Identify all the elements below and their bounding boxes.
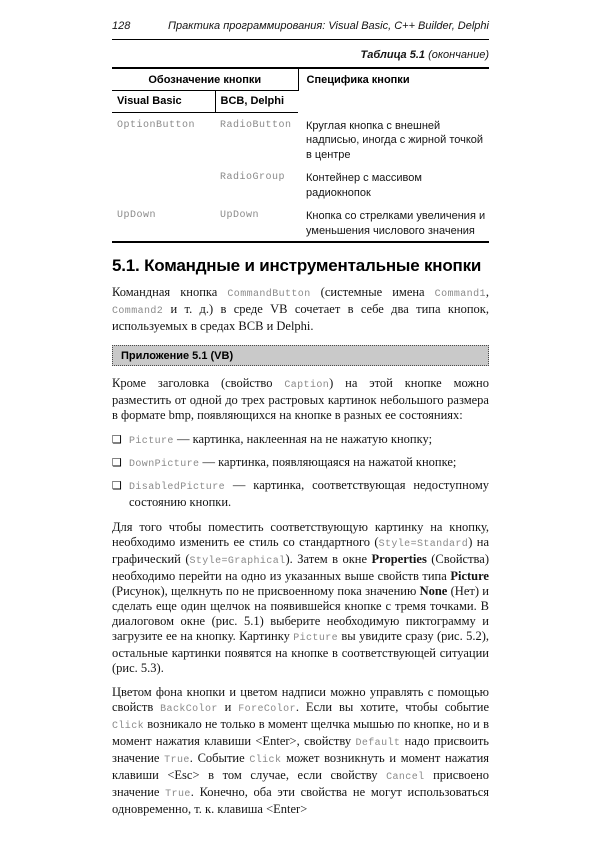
listing-box-label: Приложение 5.1 (VB)	[112, 345, 489, 366]
cell-spec: Контейнер с массивом радиокнопок	[306, 172, 422, 199]
cell-bcb-name: RadioGroup	[220, 172, 286, 184]
list-item-text: DisabledPicture — картинка, соответствующая недоступному состоянию кнопки.	[129, 478, 489, 510]
list-item-text: Picture — картинка, наклеенная на не нажатую кнопку;	[129, 432, 433, 448]
list-item-text: DownPicture — картинка, появляющаяся на нажатой кнопке;	[129, 455, 457, 471]
table-caption	[112, 49, 489, 61]
table-row	[112, 203, 489, 242]
cell-bcb-name: RadioButton	[220, 120, 292, 131]
column-header-spec: Специфика кнопки	[306, 74, 410, 86]
intro-paragraph: Командная кнопка CommandButton (системные имена Command1, Command2 и т. д.) в среде VB сочетает в себе два типа кнопок, используемых в средах BCB и Delphi.	[112, 285, 490, 334]
list-item	[112, 455, 489, 472]
column-header-designation: Обозначение кнопки	[112, 68, 298, 91]
picture-properties-list	[112, 432, 489, 510]
cell-spec: Круглая кнопка с внешней надписью, иногда с жирной точкой в центре	[306, 119, 484, 161]
section-heading: 5.1. Командные и инструментальные кнопки	[112, 256, 482, 276]
running-title: Практика программирования: Visual Basic, C++ Builder, Delphi	[168, 20, 489, 32]
cell-spec: Кнопка со стрелками увеличения и уменьшения числового значения	[306, 210, 486, 237]
table-row	[112, 113, 489, 166]
table-row	[112, 165, 489, 203]
table-header-row-group	[112, 68, 489, 91]
list-item	[112, 432, 489, 449]
cell-vb-name: OptionButton	[117, 120, 196, 131]
howto-paragraph: Для того чтобы поместить соответствующую картинку на кнопку, необходимо изменить ее стиль со стандартного (Style=Standard) на графический (Style=Graphical). Затем в окне Properties (Свойства) необходимо перейти на одно из указанных выше свойств типа Picture (Рисунок), щелкнуть по не присвоенному пока значению None (Нет) и сделать еще один щелчок на появившейся кнопке с тремя точками. В диалоговом окне (рис. 5.1) выберите необходимую пиктограмму и загрузите ее на кнопку. Картинку Picture вы увидите сразу (рис. 5.2), остальные картинки появятся на кнопке в соответствующей ситуации (рис. 5.3).	[112, 520, 489, 676]
column-header-visual-basic: Visual Basic	[112, 91, 215, 113]
page-content	[112, 20, 489, 826]
square-bullet-icon: ❑	[112, 456, 122, 470]
caption-paragraph: Кроме заголовка (свойство Caption) на этой кнопке можно разместить от одной до трех растровых картинок небольшого размера в формате bmp, появляющихся на кнопке в разных ее состояниях:	[112, 376, 489, 423]
table-caption-number: Таблица 5.1	[360, 49, 426, 61]
square-bullet-icon: ❑	[112, 433, 122, 447]
running-header	[112, 20, 489, 40]
cell-bcb-name: UpDown	[220, 210, 260, 222]
cell-vb-name	[112, 165, 215, 203]
colors-paragraph: Цветом фона кнопки и цветом надписи можно управлять с помощью свойств BackColor и ForeColor. Если вы хотите, чтобы событие Click возникало не только в момент щелчка мышью по кнопке, но и в момент нажатия клавиши <Enter>, свойству Default надо присвоить значение True. Событие Click может возникнуть и момент нажатия клавиши <Esc> в том случае, если свойству Cancel присвоено значение True. Конечно, оба эти свойства не могут использоваться одновременно, т. к. клавиша <Enter>	[112, 685, 490, 817]
list-item	[112, 478, 489, 510]
table-caption-note: (окончание)	[425, 49, 489, 61]
cell-vb-name: UpDown	[117, 210, 157, 222]
square-bullet-icon: ❑	[112, 479, 122, 493]
page-number: 128	[112, 20, 131, 32]
column-header-bcb-delphi: BCB, Delphi	[215, 91, 298, 113]
buttons-table	[112, 67, 489, 243]
